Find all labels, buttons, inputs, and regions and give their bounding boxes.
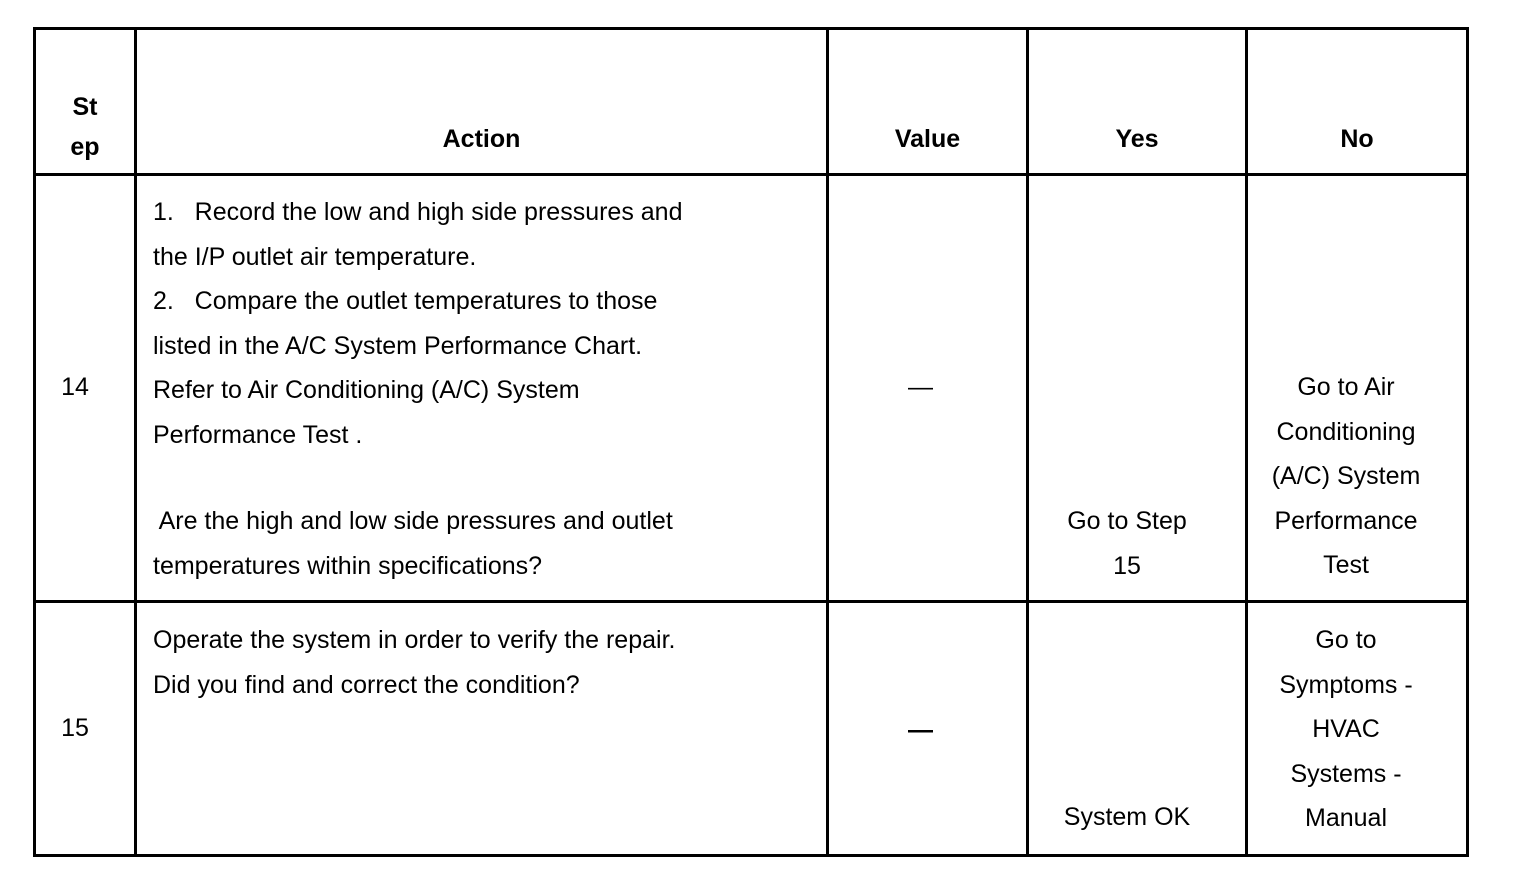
row-15-no-line: HVAC [1312, 715, 1380, 743]
row-14-no-line: Go to Air [1297, 373, 1395, 401]
row-14-question-line: temperatures within specifications? [153, 551, 543, 580]
header-step [36, 87, 134, 167]
row-14-no-line: Conditioning [1276, 417, 1416, 446]
row-14-action-line: Performance Test . [153, 420, 363, 449]
row-14-step: 14 [61, 373, 89, 401]
table-border-bottom [33, 854, 1469, 857]
row-14-yes-line: Go to Step [1067, 507, 1187, 535]
row-14-yes-line: 15 [1113, 551, 1141, 580]
diagnostic-table [33, 27, 1469, 857]
row-14-no [1248, 365, 1444, 588]
row-14-value: — [908, 373, 933, 401]
row-15-action-line: Did you find and correct the condition? [153, 670, 580, 699]
row-14-action [153, 190, 682, 457]
row-15-no-line: Systems - [1290, 759, 1402, 788]
header-step-line-2: ep [70, 133, 100, 161]
row-15-no-line: Go to [1315, 626, 1377, 654]
row-15-value: — [908, 716, 933, 744]
header-action: Action [442, 125, 521, 153]
row-15-action-line: Operate the system in order to verify the repair. [153, 626, 676, 654]
row-14-action-line: listed in the A/C System Performance Chart. [153, 331, 643, 360]
table-border-top [33, 27, 1469, 30]
header-step-line-1: St [72, 93, 98, 121]
row-15-yes [1029, 795, 1225, 840]
row-14-action-line: Refer to Air Conditioning (A/C) System [153, 376, 580, 404]
row-14-action-line: 1. Record the low and high side pressures and [153, 198, 683, 226]
row-14-no-line: (A/C) System [1271, 462, 1421, 490]
row-15-no-line: Symptoms - [1279, 670, 1413, 699]
row-15-action [153, 618, 675, 707]
row-15-no-line: Manual [1305, 804, 1387, 832]
row-14-action-line: the I/P outlet air temperature. [153, 242, 477, 271]
row-14-no-line: Performance [1274, 506, 1418, 535]
row-14-no-line: Test [1323, 551, 1369, 579]
header-yes: Yes [1115, 125, 1159, 153]
row-14-yes [1029, 499, 1225, 588]
row-15-step: 15 [61, 714, 89, 742]
header-value: Value [894, 125, 961, 153]
row-divider [33, 600, 1469, 603]
row-15-no [1248, 618, 1444, 841]
row-15-yes-line: System OK [1063, 803, 1191, 831]
row-14-question-line: Are the high and low side pressures and outlet [153, 507, 673, 535]
row-14-question [153, 499, 673, 588]
header-no: No [1340, 125, 1374, 153]
row-14-action-line: 2. Compare the outlet temperatures to those [153, 287, 658, 315]
header-divider [33, 173, 1469, 176]
table-border-right [1466, 27, 1469, 857]
